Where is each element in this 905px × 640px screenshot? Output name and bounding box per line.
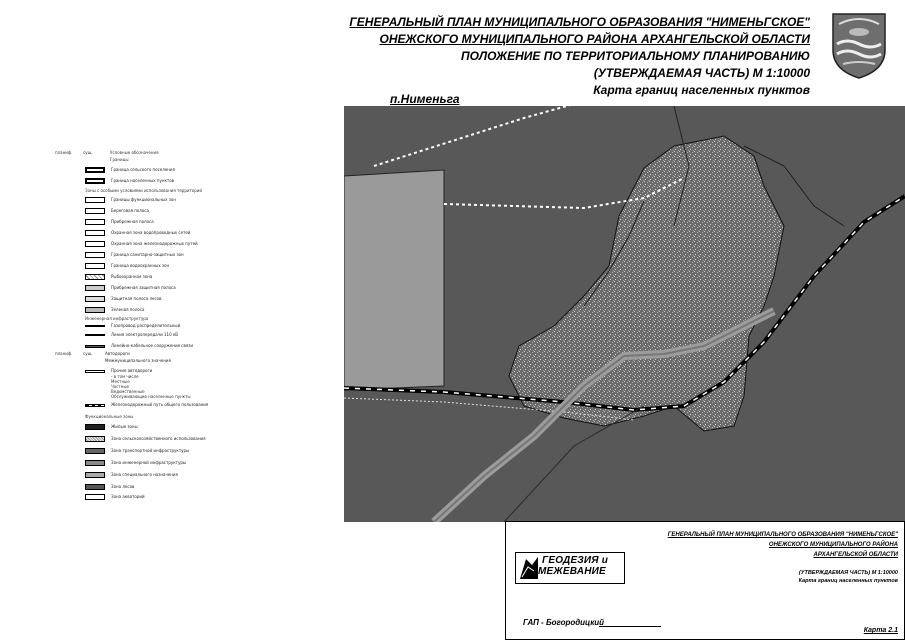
header-line-5: Карта границ населенных пунктов	[593, 83, 810, 97]
tb-line-2: ОНЕЖСКОГО МУНИЦИПАЛЬНОГО РАЙОНА	[768, 542, 898, 548]
header-line-2: ОНЕЖСКОГО МУНИЦИПАЛЬНОГО РАЙОНА АРХАНГЕЛЬСКОЙ ОБЛАСТИ	[379, 32, 810, 46]
logo-text-1: ГЕОДЕЗИЯ и	[542, 555, 609, 566]
legend-row: Прибрежная защитная полоса	[85, 284, 315, 292]
legend-row: Прибрежная полоса	[85, 218, 315, 226]
tb-line-3: АРХАНГЕЛЬСКОЙ ОБЛАСТИ	[813, 552, 898, 558]
legend-row: Зеленая полоса	[85, 306, 315, 314]
legend-road-sub: Местные	[111, 379, 130, 384]
legend-row: Береговая полоса	[85, 207, 315, 215]
tb-line-1: ГЕНЕРАЛЬНЫЙ ПЛАН МУНИЦИПАЛЬНОГО ОБРАЗОВАНИЯ "НИМЕНЬГСКОЕ"	[667, 532, 898, 538]
legend-row: Жилые зоны	[85, 423, 315, 431]
legend-road-sub: - в том числе	[111, 374, 139, 379]
legend-row: Зона акваторий	[85, 493, 315, 501]
legend-row: Прочие автодороги	[85, 367, 315, 375]
company-logo	[515, 552, 625, 584]
legend-row: Зона сельскохозяйственного использования	[85, 435, 315, 443]
legend-row: Железнодорожный путь общего пользования	[85, 401, 315, 409]
legend-row: Граница сельского поселения	[85, 166, 315, 174]
legend-row: Зона инженерной инфраструктуры	[85, 459, 315, 467]
legend-col-plan-2: планиф.	[55, 351, 73, 356]
legend-row: Газопровод распределительный	[85, 322, 315, 330]
legend-row: Зона лесов	[85, 483, 315, 491]
map-legend	[55, 150, 320, 500]
coat-of-arms-icon	[829, 10, 889, 80]
legend-col-exist: сущ.	[83, 150, 93, 155]
legend-row: Межмуниципального значения	[105, 358, 171, 363]
card-number: Карта 2.1	[863, 627, 898, 634]
legend-row: Граница санитарно-защитных зон	[85, 251, 315, 259]
legend-row: Граница водоохранных зон	[85, 262, 315, 270]
chief-architect-label: ГАП - Богородицкий	[523, 618, 605, 627]
legend-road-sub: Ведомственные	[111, 389, 145, 394]
legend-section-functional: Функциональные зоны	[85, 414, 134, 419]
legend-row: Линейно-кабельное сооружение связи	[85, 342, 315, 350]
company-logo-icon	[518, 555, 540, 581]
legend-row: Граница населенных пунктов	[85, 177, 315, 185]
legend-row: Границы функциональных зон	[85, 196, 315, 204]
map-title-block-header	[349, 14, 810, 99]
legend-col-exist-2: сущ.	[83, 351, 93, 356]
legend-section-engineering: Инженерная инфраструктура	[85, 316, 149, 321]
legend-row: Автодороги	[105, 351, 130, 356]
legend-road-sub: Частные	[111, 384, 129, 389]
header-line-4: (УТВЕРЖДАЕМАЯ ЧАСТЬ) М 1:10000	[593, 66, 810, 80]
legend-section-borders: Границы	[110, 157, 129, 162]
legend-row: Рыбоохранная зона	[85, 273, 315, 281]
settlement-map[interactable]	[344, 106, 905, 522]
header-line-1: ГЕНЕРАЛЬНЫЙ ПЛАН МУНИЦИПАЛЬНОГО ОБРАЗОВАНИЯ "НИМЕНЬГСКОЕ"	[349, 15, 810, 29]
logo-text-2: МЕЖЕВАНИЕ	[538, 566, 606, 577]
tb-line-4: (УТВЕРЖДАЕМАЯ ЧАСТЬ) М 1:10000	[798, 570, 898, 576]
tb-line-5: Карта границ населенных пунктов	[798, 578, 898, 584]
legend-row: Охранная зона железнодорожных путей	[85, 240, 315, 248]
legend-row: Зона специального назначения	[85, 471, 315, 479]
legend-col-plan: планиф.	[55, 150, 73, 155]
legend-title: Условные обозначения	[110, 150, 159, 155]
legend-row: Зона транспортной инфраструктуры	[85, 447, 315, 455]
legend-row: Линия электропередачи 110 кВ	[85, 331, 315, 339]
legend-road-sub: Обслуживающие населенные пункты	[111, 394, 191, 399]
map-drawing	[344, 106, 905, 522]
signature-line	[599, 626, 661, 627]
settlement-name: п.Нименьга	[390, 92, 460, 106]
legend-section-zones: Зоны с особыми условиями использования территорий	[85, 188, 202, 193]
header-line-3: ПОЛОЖЕНИЕ ПО ТЕРРИТОРИАЛЬНОМУ ПЛАНИРОВАНИЮ	[461, 49, 810, 63]
legend-row: Защитная полоса лесов	[85, 295, 315, 303]
title-block	[505, 521, 905, 640]
legend-row: Охранная зона водопроводных сетей	[85, 229, 315, 237]
